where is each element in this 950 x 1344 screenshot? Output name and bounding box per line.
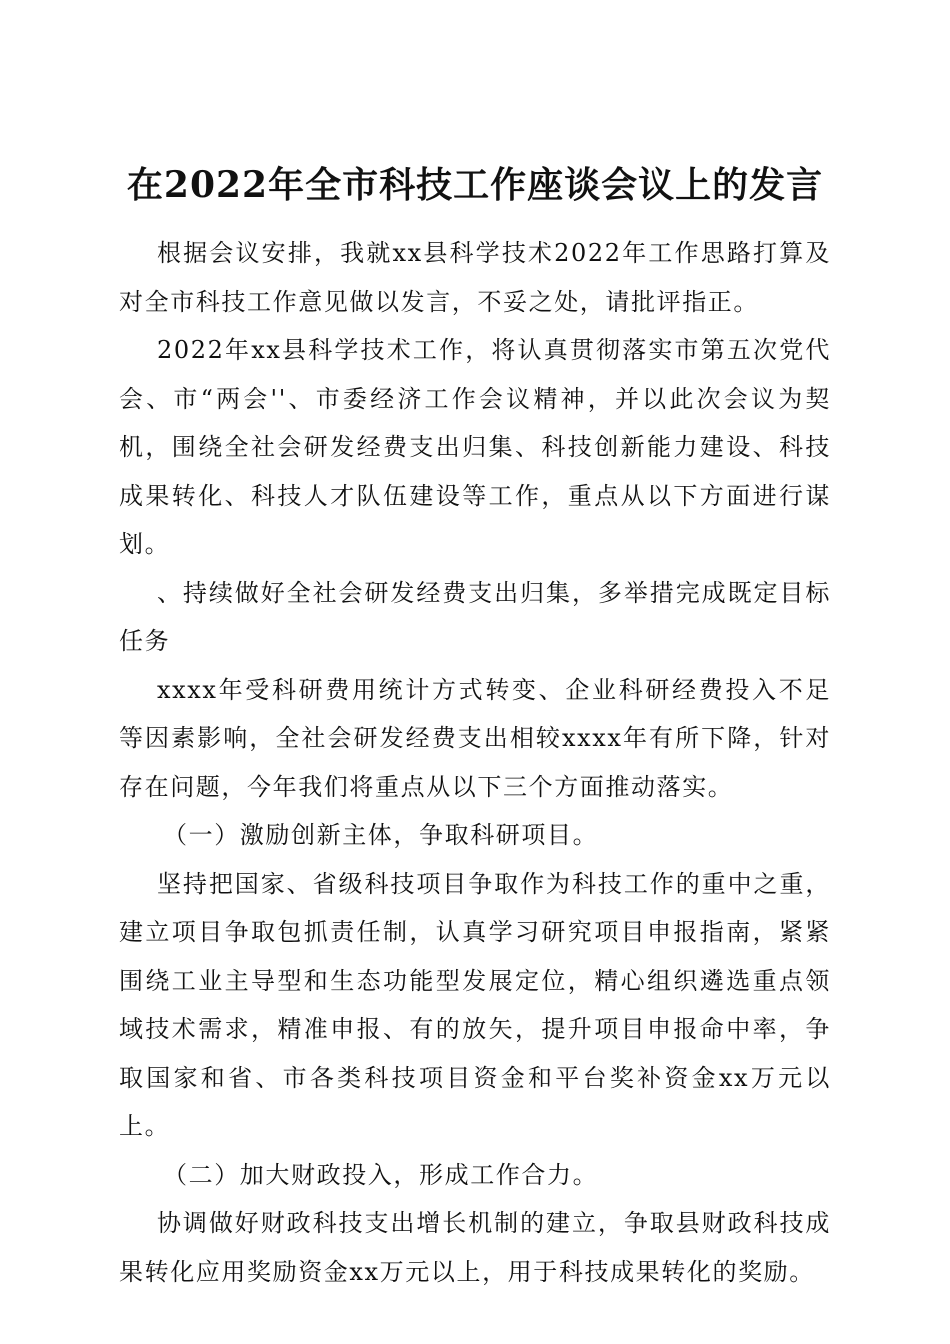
paragraph-overview: 2022年xx县科学技术工作，将认真贯彻落实市第五次党代会、市“两会''、市委经济工作会议精神，并以此次会议为契机，围绕全社会研发经费支出归集、科技创新能力建设、科技成果转化、科技人才队伍建设等工作，重点从以下方面进行谋划。 bbox=[119, 336, 831, 558]
paragraph-intro: 根据会议安排，我就xx县科学技术2022年工作思路打算及对全市科技工作意见做以发言，不妥之处，请批评指正。 bbox=[119, 239, 831, 316]
document-title: 在2022年全市科技工作座谈会议上的发言 bbox=[126, 164, 824, 207]
paragraph-projects: 坚持把国家、省级科技项目争取作为科技工作的重中之重，建立项目争取包抓责任制，认真学习研究项目申报指南，紧紧围绕工业主导型和生态功能型发展定位，精心组织遴选重点领域技术需求，精准申报、有的放矢，提升项目申报命中率，争取国家和省、市各类科技项目资金和平台奖补资金xx万元以上。 bbox=[119, 869, 831, 1140]
paragraph-finance: 协调做好财政科技支出增长机制的建立，争取县财政科技成果转化应用奖励资金xx万元以上，用于科技成果转化的奖励。 bbox=[119, 1209, 831, 1286]
document-body bbox=[119, 229, 831, 1296]
subheading-one: （一）激励创新主体，争取科研项目。 bbox=[163, 821, 599, 849]
subheading-two: （二）加大财政投入，形成工作合力。 bbox=[163, 1160, 599, 1189]
section-heading: 、持续做好全社会研发经费支出归集，多举措完成既定目标任务 bbox=[119, 578, 831, 655]
paragraph-rd-background: xxxx年受科研费用统计方式转变、企业科研经费投入不足等因素影响，全社会研发经费支出相较xxxx年有所下降，针对存在问题，今年我们将重点从以下三个方面推动落实。 bbox=[119, 675, 831, 801]
